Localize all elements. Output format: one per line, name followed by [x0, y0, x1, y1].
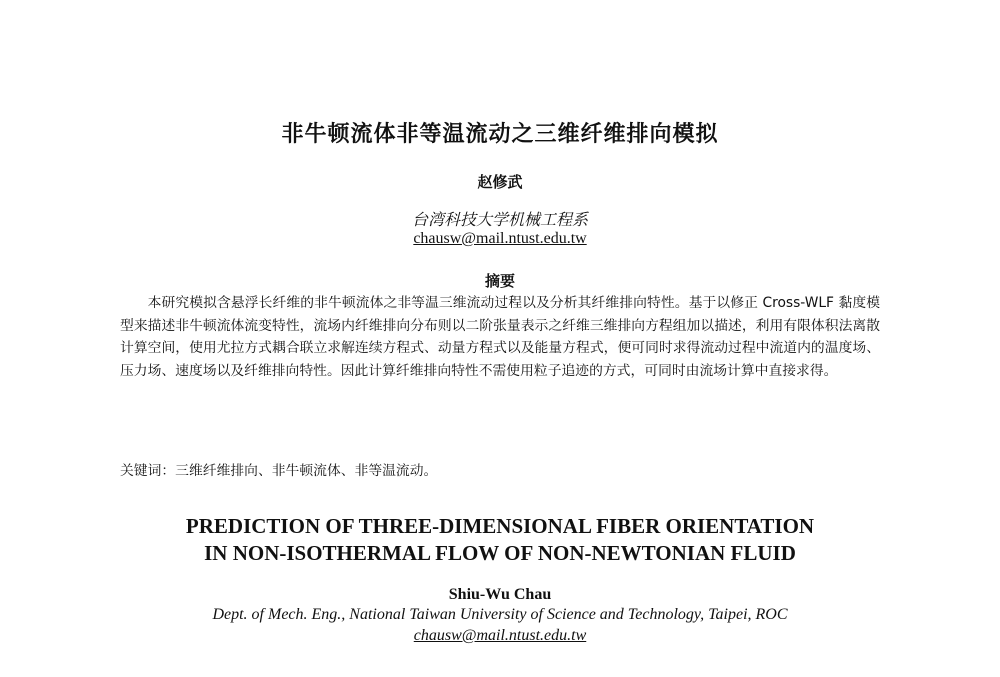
- english-affiliation: Dept. of Mech. Eng., National Taiwan University of Science and Technology, Taipei, ROC: [212, 606, 788, 623]
- keywords: 关键词：三维纤维排向、非牛顿流体、非等温流动。: [120, 463, 438, 479]
- english-title-line-1: PREDICTION OF THREE-DIMENSIONAL FIBER ORIENTATION: [185, 514, 815, 538]
- chinese-email-link[interactable]: chausw@mail.ntust.edu.tw: [413, 230, 587, 247]
- chinese-author: 赵修武: [477, 173, 523, 191]
- abstract-heading: 摘要: [484, 272, 515, 290]
- english-title-line-2: IN NON-ISOTHERMAL FLOW OF NON-NEWTONIAN FLUID: [204, 541, 796, 565]
- abstract-body: 本研究模拟含悬浮长纤维的非牛顿流体之非等温三维流动过程以及分析其纤维排向特性。基于以修正 Cross-WLF 黏度模型来描述非牛顿流体流变特性，流场内纤维排向分布则以二阶张量表示之纤维三维排向方程组加以描述，利用有限体积法离散计算空间，使用尤拉方式耦合联立求解连续方程式、动量方程式以及能量方程式，便可同时求得流动过程中流道内的温度场、压力场、速度场以及纤维排向特性。因此计算纤维排向特性不需使用粒子追迹的方式，可同时由流场计算中直接求得。: [120, 295, 880, 379]
- english-title: [0, 513, 1000, 567]
- chinese-affiliation: 台湾科技大学机械工程系: [411, 210, 588, 229]
- english-author: Shiu-Wu Chau: [448, 586, 552, 603]
- english-email-link[interactable]: chausw@mail.ntust.edu.tw: [413, 627, 587, 644]
- chinese-title: 非牛顿流体非等温流动之三维纤维排向模拟: [281, 122, 719, 147]
